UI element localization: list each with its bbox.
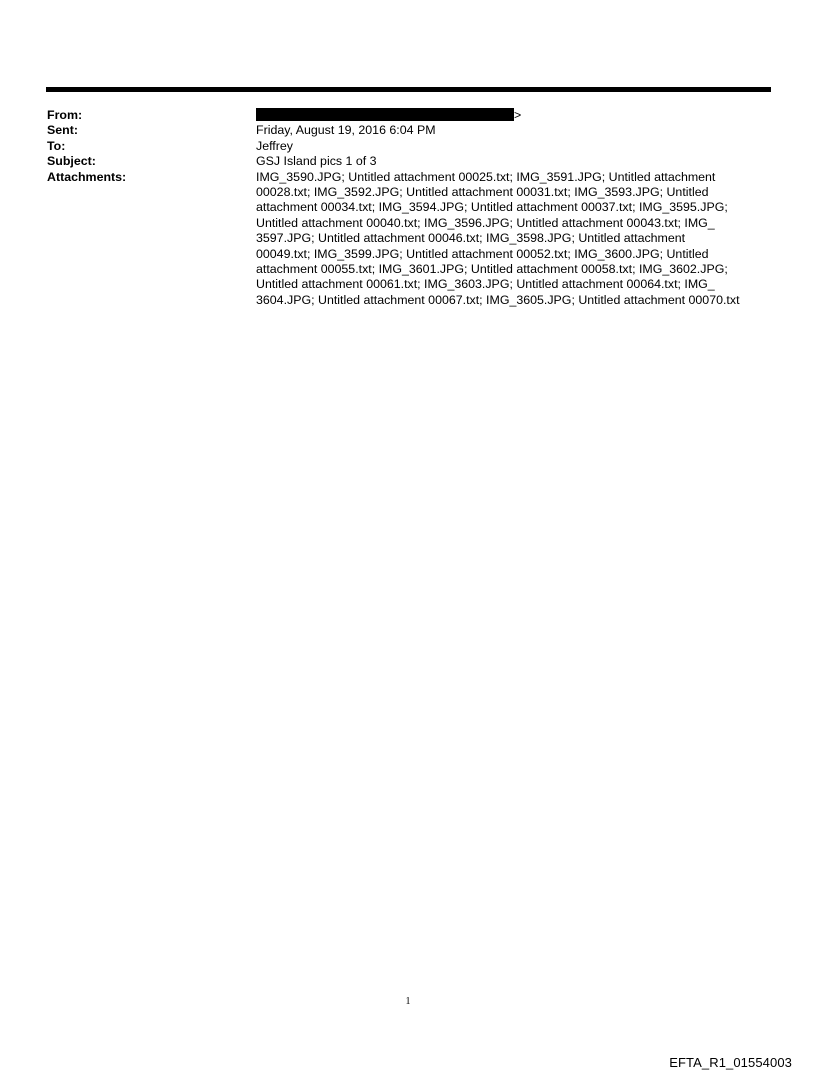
subject-label: Subject: — [47, 154, 96, 169]
attachments-line: attachment 00055.txt; IMG_3601.JPG; Untitled attachment 00058.txt; IMG_3602.JPG; — [256, 262, 728, 277]
attachments-line: 00049.txt; IMG_3599.JPG; Untitled attachment 00052.txt; IMG_3600.JPG; Untitled — [256, 246, 709, 261]
subject-row — [47, 154, 772, 169]
to-row — [47, 139, 772, 154]
attachments-line: 3604.JPG; Untitled attachment 00067.txt; IMG_3605.JPG; Untitled attachment 00070.txt — [256, 292, 740, 307]
to-label: To: — [47, 138, 66, 153]
attachments-line: attachment 00034.txt; IMG_3594.JPG; Untitled attachment 00037.txt; IMG_3595.JPG; — [256, 200, 728, 215]
attachments-line: Untitled attachment 00061.txt; IMG_3603.JPG; Untitled attachment 00064.txt; IMG_ — [256, 277, 715, 292]
redaction-block — [256, 108, 514, 121]
sent-value: Friday, August 19, 2016 6:04 PM — [256, 123, 436, 138]
header-divider — [46, 87, 771, 92]
email-header — [47, 108, 772, 308]
attachments-line: IMG_3590.JPG; Untitled attachment 00025.txt; IMG_3591.JPG; Untitled attachment — [256, 169, 716, 184]
attachments-list — [256, 170, 772, 309]
from-row — [47, 108, 772, 123]
sent-label: Sent: — [47, 123, 78, 138]
page-number: 1 — [405, 996, 411, 1007]
sent-row — [47, 123, 772, 138]
from-label: From: — [47, 108, 83, 122]
from-value — [256, 108, 772, 123]
subject-value: GSJ Island pics 1 of 3 — [256, 154, 377, 169]
to-value: Jeffrey — [256, 138, 293, 153]
document-id: EFTA_R1_01554003 — [669, 1055, 792, 1070]
attachments-line: 00028.txt; IMG_3592.JPG; Untitled attachment 00031.txt; IMG_3593.JPG; Untitled — [256, 185, 709, 200]
attachments-line: Untitled attachment 00040.txt; IMG_3596.JPG; Untitled attachment 00043.txt; IMG_ — [256, 215, 715, 230]
attachments-line: 3597.JPG; Untitled attachment 00046.txt; IMG_3598.JPG; Untitled attachment — [256, 231, 686, 246]
from-value-suffix: > — [514, 108, 522, 122]
attachments-label: Attachments: — [47, 169, 127, 184]
attachments-row — [47, 170, 772, 309]
